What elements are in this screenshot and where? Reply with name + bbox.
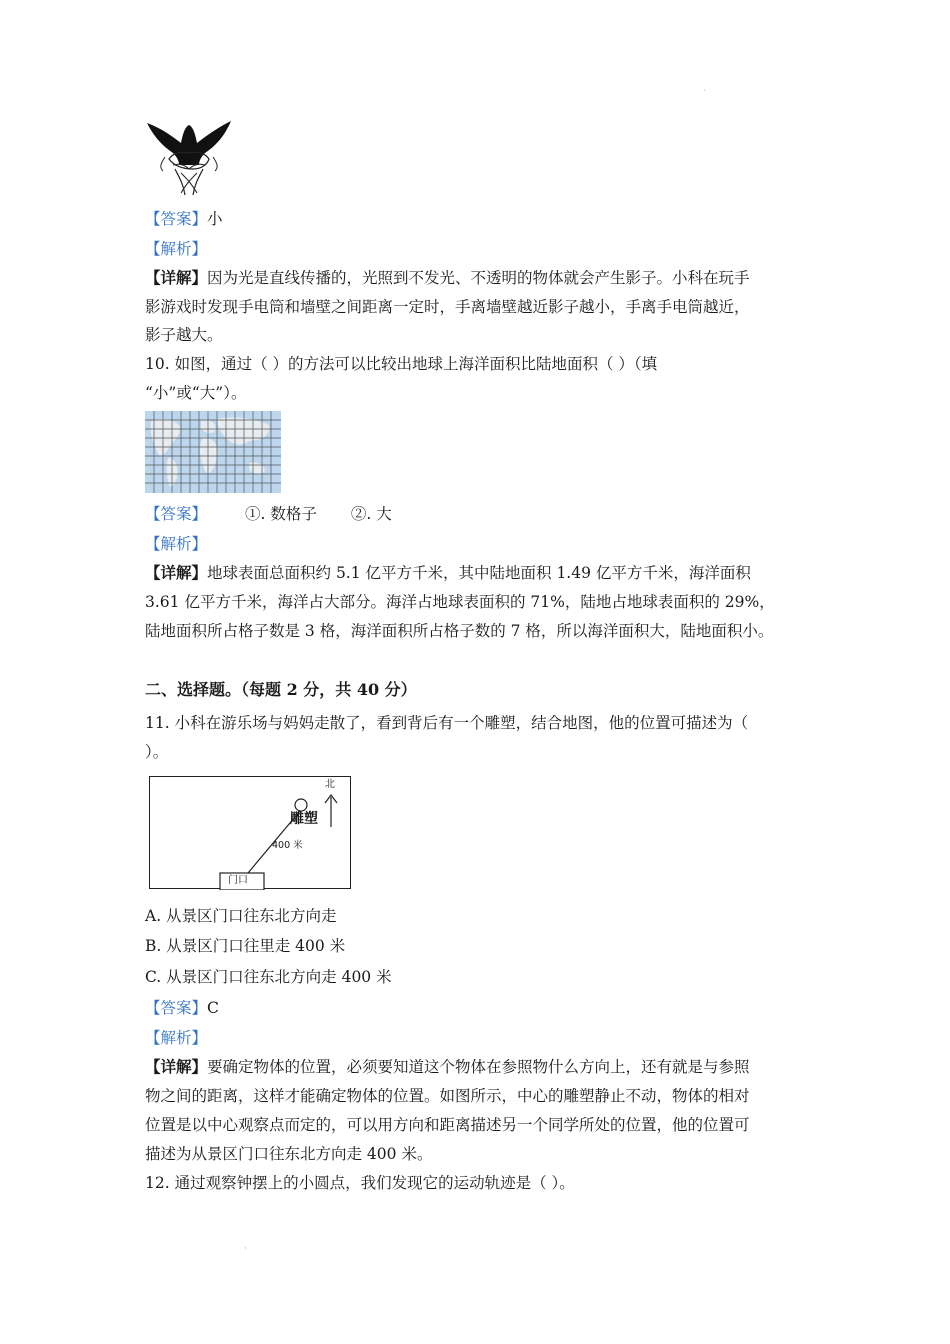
page-dot: · [244, 1244, 247, 1253]
q10-analysis-label: 【解析】 [145, 535, 208, 553]
q10-detail-line: 3.61 亿平方千米，海洋占大部分。海洋占地球表面积的 71%，陆地占地球表面积的 29%， [145, 593, 775, 611]
section-heading: 二、选择题。（每题 2 分，共 40 分） [145, 680, 417, 699]
q10-detail-line: 陆地面积所占格子数是 3 格，海洋面积所占格子数的 7 格，所以海洋面积大，陆地面积小。 [145, 622, 774, 640]
bird-hand-shadow-icon [145, 113, 233, 197]
answer-1: ①. 数格子 [245, 505, 317, 523]
option-b: B. 从景区门口往里走 400 米 [145, 937, 346, 955]
q10-answer [145, 504, 392, 524]
answer-2: ②. 大 [350, 505, 392, 523]
q11-detail-line: 物之间的距离，这样才能确定物体的位置。如图所示，中心的雕塑静止不动，物体的相对 [145, 1087, 750, 1105]
answer-label: 【答案】 [145, 210, 208, 228]
option-a: A. 从景区门口往东北方向走 [145, 907, 337, 925]
q11-analysis-label: 【解析】 [145, 1029, 208, 1047]
q10-detail-line: 【详解】地球表面总面积约 5.1 亿平方千米，其中陆地面积 1.49 亿平方千米，海洋面积 [145, 563, 751, 582]
statue-label: 雕塑 [290, 811, 318, 827]
q11-stem-line: ）。 [145, 743, 169, 761]
q9-answer [145, 209, 223, 229]
north-label: 北 [325, 779, 335, 790]
q11-answer [145, 998, 219, 1018]
scenic-map [149, 776, 351, 889]
q9-analysis-label: 【解析】 [145, 240, 208, 258]
map-lines [150, 777, 352, 890]
page-dot: · [703, 86, 706, 95]
q10-stem-line: “小”或“大”）。 [145, 384, 247, 402]
distance-label: 400 米 [272, 840, 303, 851]
q9-detail-line: 影游戏时发现手电筒和墙壁之间距离一定时，手离墙壁越近影子越小，手离手电筒越近， [145, 298, 750, 316]
detail-label: 【详解】 [145, 1057, 208, 1076]
q11-detail-line: 位置是以中心观察点而定的，可以用方向和距离描述另一个同学所处的位置，他的位置可 [145, 1116, 750, 1134]
q11-stem-line: 11. 小科在游乐场与妈妈走散了，看到背后有一个雕塑，结合地图，他的位置可描述为（ [145, 714, 749, 732]
q12-stem: 12. 通过观察钟摆上的小圆点，我们发现它的运动轨迹是（ ）。 [145, 1174, 575, 1192]
detail-label: 【详解】 [145, 268, 208, 287]
answer-label: 【答案】 [145, 505, 208, 523]
q9-detail-line: 【详解】因为光是直线传播的，光照到不发光、不透明的物体就会产生影子。小科在玩手 [145, 268, 750, 287]
q10-stem-line: 10. 如图，通过（ ）的方法可以比较出地球上海洋面积比陆地面积（ ）（填 [145, 355, 658, 373]
q11-detail-line: 【详解】要确定物体的位置，必须要知道这个物体在参照物什么方向上，还有就是与参照 [145, 1057, 750, 1076]
q9-detail-line: 影子越大。 [145, 326, 223, 344]
grid-world-map-icon [145, 411, 281, 493]
answer-value: C [207, 999, 219, 1017]
q11-detail-line: 描述为从景区门口往东北方向走 400 米。 [145, 1145, 433, 1163]
answer-value: 小 [207, 210, 223, 228]
detail-label: 【详解】 [145, 563, 208, 582]
gate-label: 门口 [228, 875, 248, 886]
answer-label: 【答案】 [145, 999, 208, 1017]
option-c: C. 从景区门口往东北方向走 400 米 [145, 968, 392, 986]
